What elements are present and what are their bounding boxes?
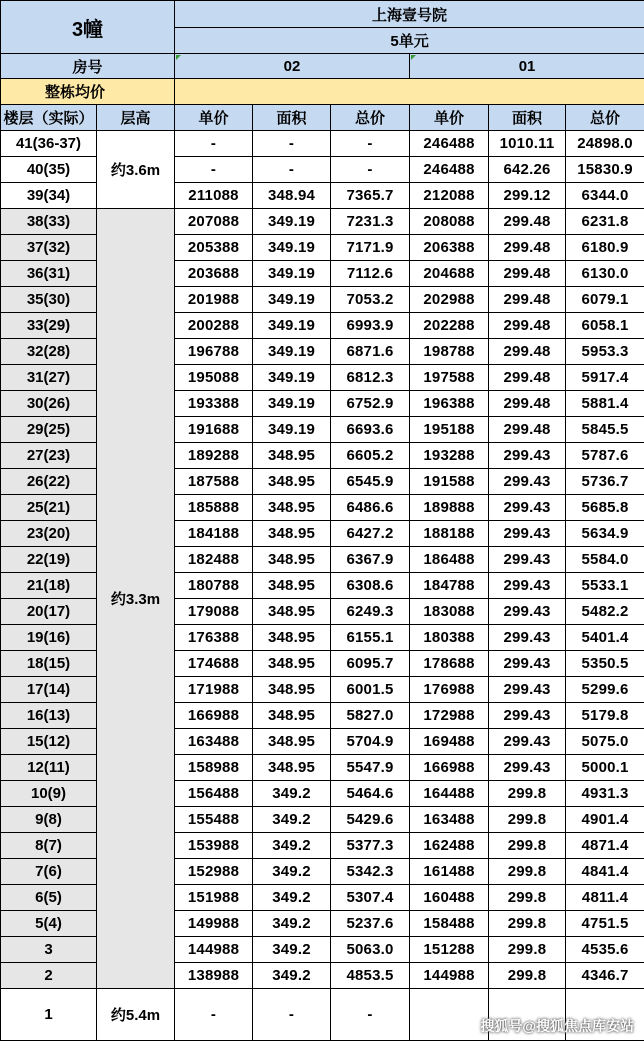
- unit-price-02-cell: -: [175, 131, 253, 157]
- floor-cell: 9(8): [1, 807, 97, 833]
- total-02-cell: -: [331, 131, 410, 157]
- total-01-cell: 5075.0: [566, 729, 644, 755]
- unit-price-02-cell: 155488: [175, 807, 253, 833]
- area-02-cell: -: [253, 131, 331, 157]
- area-02-cell: 349.19: [253, 209, 331, 235]
- floor-cell: 35(30): [1, 287, 97, 313]
- area-02-cell: 349.2: [253, 781, 331, 807]
- floor-cell: 16(13): [1, 703, 97, 729]
- unit-price-02-cell: 195088: [175, 365, 253, 391]
- watermark: 搜狐号@搜狐焦点库安站: [480, 1018, 634, 1034]
- unit-price-02-cell: 151988: [175, 885, 253, 911]
- area-01-cell: 299.43: [489, 755, 566, 781]
- total-01-cell: 6180.9: [566, 235, 644, 261]
- avg-price-label: 整栋均价: [1, 79, 175, 105]
- room-label: 房号: [1, 54, 175, 79]
- total-01-cell: 5685.8: [566, 495, 644, 521]
- total-02-cell: 6427.2: [331, 521, 410, 547]
- total-01-cell: 5482.2: [566, 599, 644, 625]
- floor-cell: 38(33): [1, 209, 97, 235]
- floor-cell: 6(5): [1, 885, 97, 911]
- total-01-cell: 4751.5: [566, 911, 644, 937]
- total-01-cell: 5634.9: [566, 521, 644, 547]
- area-01-cell: 299.48: [489, 261, 566, 287]
- unit-price-01-cell: 161488: [410, 859, 489, 885]
- area-02-cell: 348.95: [253, 625, 331, 651]
- unit-price-02-cell: 196788: [175, 339, 253, 365]
- area-02-cell: 348.95: [253, 599, 331, 625]
- floor-cell: 36(31): [1, 261, 97, 287]
- area-02-cell: 349.2: [253, 807, 331, 833]
- unit-price-02-cell: 153988: [175, 833, 253, 859]
- floor-cell: 37(32): [1, 235, 97, 261]
- area-02-cell: 349.19: [253, 365, 331, 391]
- unit-price-01-cell: 151288: [410, 937, 489, 963]
- total-02-cell: 6155.1: [331, 625, 410, 651]
- unit-price-02-cell: 205388: [175, 235, 253, 261]
- unit-price-01-cell: 197588: [410, 365, 489, 391]
- unit-price-02-cell: 185888: [175, 495, 253, 521]
- area-01-cell: 299.8: [489, 963, 566, 989]
- area-01-cell: 299.48: [489, 417, 566, 443]
- area-02-cell: -: [253, 989, 331, 1041]
- total-01-cell: 6231.8: [566, 209, 644, 235]
- area-01-cell: 299.8: [489, 833, 566, 859]
- area-01-cell: 299.43: [489, 469, 566, 495]
- unit-price-01-cell: 184788: [410, 573, 489, 599]
- total-01-cell: 4871.4: [566, 833, 644, 859]
- area-01-cell: 299.48: [489, 287, 566, 313]
- total-01-cell: 5584.0: [566, 547, 644, 573]
- area-02-cell: 348.95: [253, 651, 331, 677]
- total-02-cell: 6693.6: [331, 417, 410, 443]
- unit-price-01-cell: 188188: [410, 521, 489, 547]
- total-01-cell: 5350.5: [566, 651, 644, 677]
- floor-cell: 5(4): [1, 911, 97, 937]
- area-02-cell: 348.95: [253, 573, 331, 599]
- total-02-cell: 7365.7: [331, 183, 410, 209]
- area-01-cell: 642.26: [489, 157, 566, 183]
- total-01-cell: 4931.3: [566, 781, 644, 807]
- total-02-cell: 6605.2: [331, 443, 410, 469]
- floor-cell: 33(29): [1, 313, 97, 339]
- unit-price-02-cell: 201988: [175, 287, 253, 313]
- total-01-cell: 6058.1: [566, 313, 644, 339]
- total-02-cell: 6367.9: [331, 547, 410, 573]
- unit-price-01-cell: 160488: [410, 885, 489, 911]
- table-row: [1, 209, 644, 235]
- height-cell: 约3.6m: [97, 131, 175, 209]
- unit-price-02-cell: 191688: [175, 417, 253, 443]
- unit-price-01-cell: 198788: [410, 339, 489, 365]
- total-02-cell: 7053.2: [331, 287, 410, 313]
- avg-price-value: [175, 79, 644, 105]
- unit-price-01-cell: 189888: [410, 495, 489, 521]
- col-area-01: 面积: [489, 105, 566, 131]
- col-unit-price-01: 单价: [410, 105, 489, 131]
- area-01-cell: 299.43: [489, 495, 566, 521]
- floor-cell: 8(7): [1, 833, 97, 859]
- total-01-cell: 5917.4: [566, 365, 644, 391]
- floor-cell: 21(18): [1, 573, 97, 599]
- area-01-cell: 299.8: [489, 859, 566, 885]
- unit-price-01-cell: 163488: [410, 807, 489, 833]
- col-floor: 楼层（实际）: [1, 105, 97, 131]
- total-02-cell: 7171.9: [331, 235, 410, 261]
- unit-price-02-cell: 200288: [175, 313, 253, 339]
- unit-price-02-cell: -: [175, 157, 253, 183]
- total-02-cell: 5237.6: [331, 911, 410, 937]
- total-02-cell: 5547.9: [331, 755, 410, 781]
- area-02-cell: 349.2: [253, 911, 331, 937]
- floor-cell: 12(11): [1, 755, 97, 781]
- unit-price-01-cell: 195188: [410, 417, 489, 443]
- total-01-cell: 4811.4: [566, 885, 644, 911]
- area-02-cell: 348.95: [253, 677, 331, 703]
- unit-price-01-cell: 246488: [410, 157, 489, 183]
- unit-price-01-cell: 172988: [410, 703, 489, 729]
- unit-price-02-cell: 171988: [175, 677, 253, 703]
- area-02-cell: 349.2: [253, 833, 331, 859]
- area-01-cell: 299.48: [489, 391, 566, 417]
- unit-price-02-cell: 166988: [175, 703, 253, 729]
- unit-price-02-cell: 184188: [175, 521, 253, 547]
- total-01-cell: 5736.7: [566, 469, 644, 495]
- total-02-cell: 5377.3: [331, 833, 410, 859]
- area-02-cell: 349.19: [253, 287, 331, 313]
- total-01-cell: 4535.6: [566, 937, 644, 963]
- total-02-cell: 6545.9: [331, 469, 410, 495]
- unit-price-01-cell: [410, 989, 489, 1041]
- area-02-cell: 348.95: [253, 521, 331, 547]
- floor-cell: 31(27): [1, 365, 97, 391]
- total-02-cell: 5429.6: [331, 807, 410, 833]
- total-02-cell: 6812.3: [331, 365, 410, 391]
- unit-price-02-cell: -: [175, 989, 253, 1041]
- total-02-cell: 6752.9: [331, 391, 410, 417]
- area-01-cell: 299.43: [489, 599, 566, 625]
- area-02-cell: 349.19: [253, 391, 331, 417]
- unit-price-02-cell: 144988: [175, 937, 253, 963]
- total-02-cell: 6095.7: [331, 651, 410, 677]
- total-02-cell: 4853.5: [331, 963, 410, 989]
- total-01-cell: 4346.7: [566, 963, 644, 989]
- area-01-cell: 299.12: [489, 183, 566, 209]
- unit-price-02-cell: 156488: [175, 781, 253, 807]
- area-01-cell: 299.48: [489, 339, 566, 365]
- area-02-cell: 348.95: [253, 703, 331, 729]
- total-02-cell: 5704.9: [331, 729, 410, 755]
- area-01-cell: 1010.11: [489, 131, 566, 157]
- unit-price-02-cell: 158988: [175, 755, 253, 781]
- unit-price-01-cell: 196388: [410, 391, 489, 417]
- area-02-cell: 348.95: [253, 755, 331, 781]
- floor-cell: 25(21): [1, 495, 97, 521]
- area-02-cell: 348.95: [253, 443, 331, 469]
- area-01-cell: 299.43: [489, 547, 566, 573]
- area-01-cell: 299.8: [489, 807, 566, 833]
- unit-price-01-cell: 166988: [410, 755, 489, 781]
- total-02-cell: 6486.6: [331, 495, 410, 521]
- unit-price-02-cell: 179088: [175, 599, 253, 625]
- unit-price-01-cell: 178688: [410, 651, 489, 677]
- unit-price-01-cell: 246488: [410, 131, 489, 157]
- floor-cell: 32(28): [1, 339, 97, 365]
- area-01-cell: 299.8: [489, 937, 566, 963]
- area-02-cell: 348.94: [253, 183, 331, 209]
- total-01-cell: 24898.0: [566, 131, 644, 157]
- area-02-cell: 349.19: [253, 261, 331, 287]
- total-01-cell: 5953.3: [566, 339, 644, 365]
- area-01-cell: 299.48: [489, 365, 566, 391]
- area-01-cell: 299.43: [489, 729, 566, 755]
- floor-cell: 18(15): [1, 651, 97, 677]
- total-02-cell: 5827.0: [331, 703, 410, 729]
- total-02-cell: -: [331, 157, 410, 183]
- floor-cell: 39(34): [1, 183, 97, 209]
- area-02-cell: -: [253, 157, 331, 183]
- total-02-cell: 7231.3: [331, 209, 410, 235]
- unit-price-01-cell: 158488: [410, 911, 489, 937]
- unit-price-01-cell: 169488: [410, 729, 489, 755]
- unit-price-02-cell: 138988: [175, 963, 253, 989]
- total-02-cell: 6308.6: [331, 573, 410, 599]
- total-02-cell: 6001.5: [331, 677, 410, 703]
- area-01-cell: 299.48: [489, 209, 566, 235]
- total-02-cell: 6249.3: [331, 599, 410, 625]
- total-01-cell: 6079.1: [566, 287, 644, 313]
- floor-cell: 41(36-37): [1, 131, 97, 157]
- area-02-cell: 349.2: [253, 885, 331, 911]
- room-02-header: 02: [175, 54, 410, 79]
- total-02-cell: 5063.0: [331, 937, 410, 963]
- area-01-cell: 299.43: [489, 703, 566, 729]
- area-02-cell: 349.19: [253, 313, 331, 339]
- total-01-cell: 4841.4: [566, 859, 644, 885]
- total-02-cell: 5342.3: [331, 859, 410, 885]
- unit-price-02-cell: 149988: [175, 911, 253, 937]
- total-02-cell: 5307.4: [331, 885, 410, 911]
- area-02-cell: 348.95: [253, 495, 331, 521]
- total-02-cell: 6993.9: [331, 313, 410, 339]
- floor-cell: 17(14): [1, 677, 97, 703]
- col-total-02: 总价: [331, 105, 410, 131]
- floor-cell: 22(19): [1, 547, 97, 573]
- area-02-cell: 348.95: [253, 469, 331, 495]
- floor-cell: 30(26): [1, 391, 97, 417]
- unit-price-02-cell: 163488: [175, 729, 253, 755]
- total-01-cell: 5299.6: [566, 677, 644, 703]
- area-02-cell: 349.19: [253, 235, 331, 261]
- floor-cell: 19(16): [1, 625, 97, 651]
- unit-price-02-cell: 174688: [175, 651, 253, 677]
- unit-price-02-cell: 211088: [175, 183, 253, 209]
- area-02-cell: 349.19: [253, 339, 331, 365]
- floor-cell: 2: [1, 963, 97, 989]
- area-01-cell: 299.43: [489, 443, 566, 469]
- area-02-cell: 348.95: [253, 729, 331, 755]
- floor-cell: 20(17): [1, 599, 97, 625]
- building-name: 3幢: [1, 1, 175, 54]
- height-cell: 约3.3m: [97, 209, 175, 989]
- unit-price-02-cell: 176388: [175, 625, 253, 651]
- unit-price-02-cell: 189288: [175, 443, 253, 469]
- area-01-cell: 299.8: [489, 781, 566, 807]
- floor-cell: 26(22): [1, 469, 97, 495]
- col-total-01: 总价: [566, 105, 644, 131]
- room-01-header: 01: [410, 54, 644, 79]
- unit-price-01-cell: 208088: [410, 209, 489, 235]
- unit-price-02-cell: 203688: [175, 261, 253, 287]
- area-02-cell: 349.2: [253, 937, 331, 963]
- total-01-cell: 4901.4: [566, 807, 644, 833]
- area-01-cell: 299.48: [489, 313, 566, 339]
- total-01-cell: 5401.4: [566, 625, 644, 651]
- area-02-cell: 349.19: [253, 417, 331, 443]
- total-02-cell: 7112.6: [331, 261, 410, 287]
- floor-cell: 1: [1, 989, 97, 1041]
- unit-price-01-cell: 183088: [410, 599, 489, 625]
- total-01-cell: 5787.6: [566, 443, 644, 469]
- floor-cell: 29(25): [1, 417, 97, 443]
- unit-price-01-cell: 204688: [410, 261, 489, 287]
- unit-price-01-cell: 212088: [410, 183, 489, 209]
- unit-price-01-cell: 162488: [410, 833, 489, 859]
- total-01-cell: 6344.0: [566, 183, 644, 209]
- height-cell: 约5.4m: [97, 989, 175, 1041]
- floor-cell: 3: [1, 937, 97, 963]
- area-02-cell: 349.2: [253, 963, 331, 989]
- unit-price-01-cell: 206388: [410, 235, 489, 261]
- unit-price-02-cell: 187588: [175, 469, 253, 495]
- area-01-cell: 299.43: [489, 521, 566, 547]
- col-height: 层高: [97, 105, 175, 131]
- floor-cell: 27(23): [1, 443, 97, 469]
- col-area-02: 面积: [253, 105, 331, 131]
- unit-price-01-cell: 191588: [410, 469, 489, 495]
- unit-price-02-cell: 182488: [175, 547, 253, 573]
- unit-price-01-cell: 202288: [410, 313, 489, 339]
- floor-cell: 7(6): [1, 859, 97, 885]
- unit-price-01-cell: 176988: [410, 677, 489, 703]
- unit-price-02-cell: 193388: [175, 391, 253, 417]
- total-02-cell: 6871.6: [331, 339, 410, 365]
- total-01-cell: 15830.9: [566, 157, 644, 183]
- area-01-cell: 299.8: [489, 885, 566, 911]
- area-01-cell: 299.43: [489, 651, 566, 677]
- unit-price-01-cell: 164488: [410, 781, 489, 807]
- col-unit-price-02: 单价: [175, 105, 253, 131]
- unit-price-01-cell: 186488: [410, 547, 489, 573]
- area-01-cell: 299.43: [489, 677, 566, 703]
- unit-name: 5单元: [175, 28, 644, 54]
- total-02-cell: -: [331, 989, 410, 1041]
- floor-cell: 23(20): [1, 521, 97, 547]
- unit-price-02-cell: 180788: [175, 573, 253, 599]
- total-01-cell: 5000.1: [566, 755, 644, 781]
- area-01-cell: 299.8: [489, 911, 566, 937]
- total-01-cell: 5179.8: [566, 703, 644, 729]
- area-02-cell: 349.2: [253, 859, 331, 885]
- unit-price-01-cell: 144988: [410, 963, 489, 989]
- unit-price-02-cell: 207088: [175, 209, 253, 235]
- total-01-cell: 5533.1: [566, 573, 644, 599]
- unit-price-02-cell: 152988: [175, 859, 253, 885]
- area-01-cell: 299.48: [489, 235, 566, 261]
- table-row: [1, 131, 644, 157]
- total-02-cell: 5464.6: [331, 781, 410, 807]
- project-name: 上海壹号院: [175, 1, 644, 28]
- area-01-cell: 299.43: [489, 573, 566, 599]
- floor-cell: 10(9): [1, 781, 97, 807]
- area-01-cell: 299.43: [489, 625, 566, 651]
- total-01-cell: 5845.5: [566, 417, 644, 443]
- total-01-cell: 5881.4: [566, 391, 644, 417]
- unit-price-01-cell: 180388: [410, 625, 489, 651]
- total-01-cell: 6130.0: [566, 261, 644, 287]
- area-02-cell: 348.95: [253, 547, 331, 573]
- unit-price-01-cell: 202988: [410, 287, 489, 313]
- unit-price-01-cell: 193288: [410, 443, 489, 469]
- floor-cell: 40(35): [1, 157, 97, 183]
- floor-cell: 15(12): [1, 729, 97, 755]
